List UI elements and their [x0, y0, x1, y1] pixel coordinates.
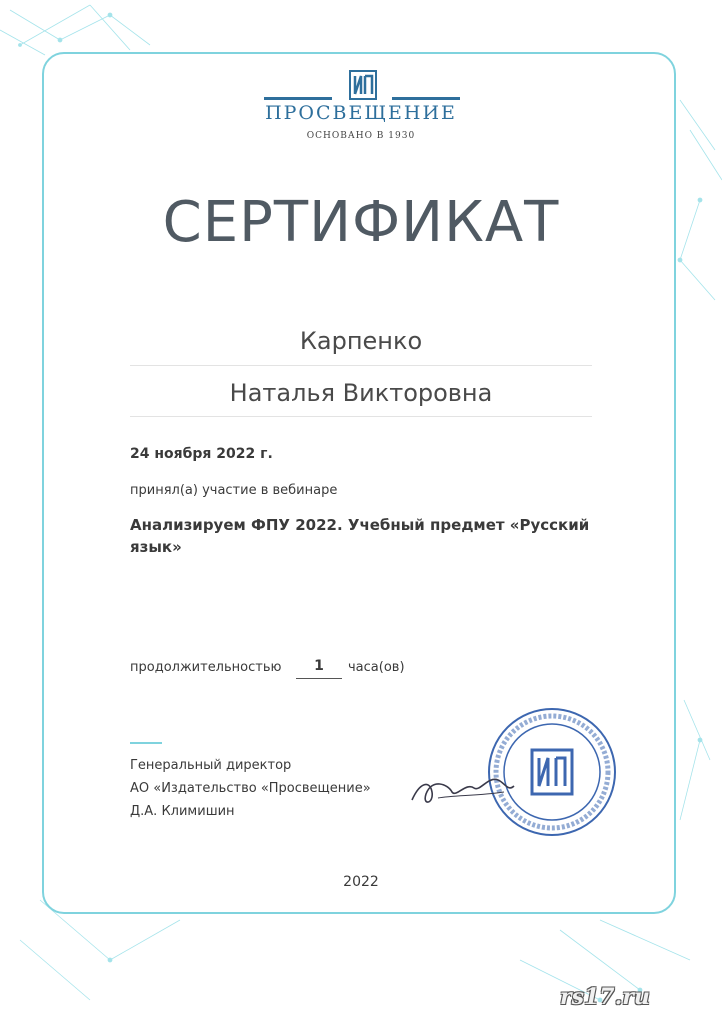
event-date: 24 ноября 2022 г.	[130, 446, 273, 462]
signature-icon	[408, 762, 518, 812]
site-watermark: rs17.ru	[560, 984, 650, 1010]
recipient-last-name: Карпенко	[299, 327, 423, 355]
participation-text: принял(а) участие в вебинаре	[130, 483, 338, 498]
duration-value: 1	[296, 658, 342, 679]
logo-rule-right	[392, 97, 460, 100]
duration-unit: часа(ов)	[348, 660, 405, 675]
certificate-title: СЕРТИФИКАТ	[162, 190, 560, 255]
name-divider	[130, 365, 592, 366]
signatory-organization: АО «Издательство «Просвещение»	[130, 781, 371, 796]
recipient-first-middle-name: Наталья Викторовна	[229, 379, 493, 407]
name-divider	[130, 416, 592, 417]
signatory-accent-line	[130, 742, 162, 744]
signatory-position: Генеральный директор	[130, 758, 292, 773]
publisher-name: ПРОСВЕЩЕНИЕ	[265, 102, 457, 124]
signatory-name: Д.А. Климишин	[130, 804, 235, 819]
publisher-founded: ОСНОВАНО В 1930	[306, 131, 416, 141]
certificate-year: 2022	[343, 874, 379, 890]
duration-label: продолжительностью	[130, 660, 282, 675]
webinar-title: Анализируем ФПУ 2022. Учебный предмет «Русский язык»	[130, 516, 590, 556]
publisher-logo-icon	[349, 70, 377, 100]
logo-rule-left	[264, 97, 332, 100]
